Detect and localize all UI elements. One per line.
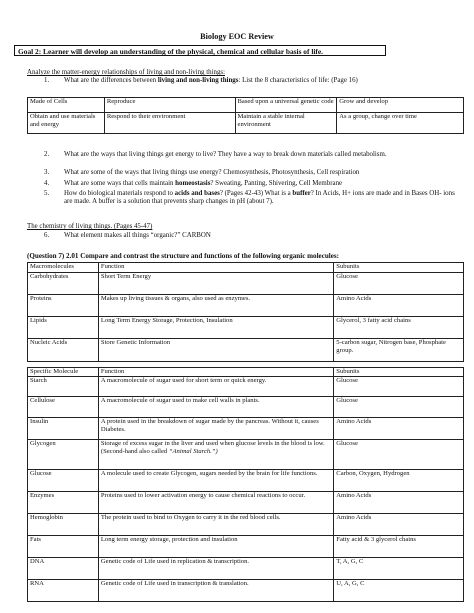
- question-bold: living and non-living things: [157, 77, 239, 84]
- table-cell: Obtain and use materials and energy: [28, 113, 105, 134]
- table-cell: A macromolecule of sugar used to make cell walls in plants.: [98, 397, 333, 418]
- column-header: Subunits: [334, 263, 464, 273]
- table-cell: Based upon a universal genetic code: [235, 98, 337, 113]
- table-cell: A molecule used to create Glycogen, sugars needed by the brain for life functions.: [98, 470, 333, 492]
- table-cell: A protein used in the breakdown of sugar made by the pancreas. Without it, causes Diabetes.: [98, 418, 333, 440]
- table-cell: Maintain a stable internal environment: [235, 113, 337, 134]
- table-cell: Genetic code of Life used in transcription & translation.: [98, 580, 333, 602]
- table-cell: Amino Acids: [334, 492, 464, 514]
- table-row: [28, 558, 464, 580]
- question-number: 1.: [44, 77, 50, 84]
- table-cell: Amino Acids: [334, 514, 464, 536]
- table-cell: Proteins used to lower activation energy to cause chemical reactions to occur.: [98, 492, 333, 514]
- table-cell: RNA: [28, 580, 99, 602]
- table-row: [28, 536, 464, 558]
- question-text: ? (Pages 42-43) What is a: [219, 190, 293, 197]
- table-row: [28, 440, 464, 470]
- table-cell: T, A, G, C: [334, 558, 464, 580]
- question-bold: acids and bases: [174, 190, 220, 197]
- table-cell: A macromolecule of sugar used for short term or quick energy.: [98, 377, 333, 397]
- table-cell: Makes up living tissues & organs, also used as enzymes.: [98, 295, 333, 317]
- question-text: How do biological materials respond to: [64, 190, 175, 197]
- page-title: Biology EOC Review: [200, 32, 274, 41]
- table-cell: Insulin: [28, 418, 99, 440]
- table-cell: Carbohydrates: [28, 273, 99, 295]
- question-number: 5.: [44, 190, 50, 197]
- table-cell: Long term energy storage, protection and insulation: [98, 536, 333, 558]
- table-cell: 5-carbon sugar, Nitrogen base, Phosphate group.: [334, 339, 464, 362]
- question-7-heading: (Question 7) 2.01 Compare and contrast the structure and functions of the following organic molecules:: [27, 252, 340, 260]
- cell-text: Storage of excess sugar in the liver and used when glucose levels in the blood is low. (Second-hand also called: [100, 440, 325, 455]
- table-cell: Amino Acids: [334, 418, 464, 440]
- question-text: ? In Acids, H+ ions are made and in Bases OH- ions are made. A buffer is a solution that prevents sharp changes in pH (about 7).: [64, 190, 455, 206]
- table-header-row: [28, 368, 464, 377]
- table-cell: Glucose: [334, 440, 464, 470]
- table-row: [28, 113, 464, 134]
- table-cell: Nucleic Acids: [28, 339, 99, 362]
- table-cell: As a group, change over time: [337, 113, 464, 134]
- table-cell: Grow and develop: [337, 98, 464, 113]
- table-cell: Fatty acid & 3 glycerol chains: [334, 536, 464, 558]
- column-header: Subunits: [334, 368, 464, 377]
- table-cell: Store Genetic Information: [98, 339, 333, 362]
- table-cell: Carbon, Oxygen, Hydrogen: [334, 470, 464, 492]
- table-cell: Enzymes: [28, 492, 99, 514]
- characteristics-table: [27, 97, 464, 134]
- table-cell: Short Term Energy: [98, 273, 333, 295]
- goal-box: Goal 2: Learner will develop an understanding of the physical, chemical and cellular basis of life.: [14, 45, 386, 56]
- question-number: 3.: [44, 169, 50, 176]
- table-row: [28, 514, 464, 536]
- table-cell: Cellulose: [28, 397, 99, 418]
- table-row: [28, 295, 464, 317]
- question-text: What are some ways that cells maintain: [64, 180, 176, 187]
- question-2: [44, 151, 464, 159]
- table-cell: Amino Acids: [334, 295, 464, 317]
- table-cell: Glucose: [334, 377, 464, 397]
- column-header: Function: [98, 263, 333, 273]
- question-bold: homeostasis: [175, 180, 211, 187]
- table-cell: Glycogen: [28, 440, 99, 470]
- question-number: 6.: [44, 232, 50, 239]
- table-cell: Proteins: [28, 295, 99, 317]
- table-cell: Glucose: [334, 397, 464, 418]
- table-cell: [98, 440, 333, 470]
- table-row: [28, 492, 464, 514]
- question-bold: buffer: [292, 190, 311, 197]
- cell-italic-text: “Animal Starch.”): [168, 447, 218, 455]
- table-cell: Hemoglobin: [28, 514, 99, 536]
- table-cell: Respond to their environment: [104, 113, 235, 134]
- analyze-heading: Analyze the matter-energy relationships of living and non-living things:: [27, 69, 225, 76]
- table-cell: Long Term Energy Storage, Protection, Insulation: [98, 317, 333, 339]
- question-text: What are some of the ways that living things use energy? Chemosynthesis, Photosynthesis, Cell respiration: [64, 169, 360, 176]
- table-cell: Reproduce: [104, 98, 235, 113]
- table-row: [28, 339, 464, 362]
- table-cell: Genetic code of Life used in replication & transcription.: [98, 558, 333, 580]
- column-header: Specific Molecule: [28, 368, 99, 377]
- question-text: What are the ways that living things get energy to live? They have a way to break down materials called metabolism.: [64, 151, 387, 158]
- question-text: What element makes all things “organic?” CARBON: [64, 232, 211, 239]
- specific-molecules-table: [27, 367, 464, 602]
- question-number: 4.: [44, 180, 50, 187]
- question-6: [44, 232, 464, 240]
- question-text: ? Sweating, Panting, Shivering, Cell Membrane: [210, 180, 343, 187]
- macromolecules-table: [27, 262, 464, 362]
- table-cell: Made of Cells: [28, 98, 105, 113]
- table-row: [28, 317, 464, 339]
- table-row: [28, 273, 464, 295]
- question-3: [44, 169, 464, 177]
- column-header: Function: [98, 368, 333, 377]
- question-1: [44, 77, 464, 85]
- chemistry-heading: The chemistry of living things. (Pages 45-47): [27, 223, 153, 230]
- table-cell: Lipids: [28, 317, 99, 339]
- table-cell: Glucose: [334, 273, 464, 295]
- question-text: : List the 8 characteristics of life: (Page 16): [238, 77, 358, 84]
- table-row: [28, 377, 464, 397]
- question-number: 2.: [44, 151, 50, 158]
- table-row: [28, 397, 464, 418]
- question-text: What are the differences between: [64, 77, 158, 84]
- table-cell: Glucose: [28, 470, 99, 492]
- table-row: [28, 418, 464, 440]
- table-row: [28, 470, 464, 492]
- column-header: Macromolecules: [28, 263, 99, 273]
- table-row: [28, 98, 464, 113]
- table-row: [28, 580, 464, 602]
- table-header-row: [28, 263, 464, 273]
- table-cell: Glycerol, 3 fatty acid chains: [334, 317, 464, 339]
- table-cell: DNA: [28, 558, 99, 580]
- table-cell: U, A, G, C: [334, 580, 464, 602]
- table-cell: Starch: [28, 377, 99, 397]
- question-5: [44, 190, 464, 206]
- question-4: [44, 180, 464, 188]
- table-cell: The protein used to bind to Oxygen to carry it in the red blood cells.: [98, 514, 333, 536]
- table-cell: Fats: [28, 536, 99, 558]
